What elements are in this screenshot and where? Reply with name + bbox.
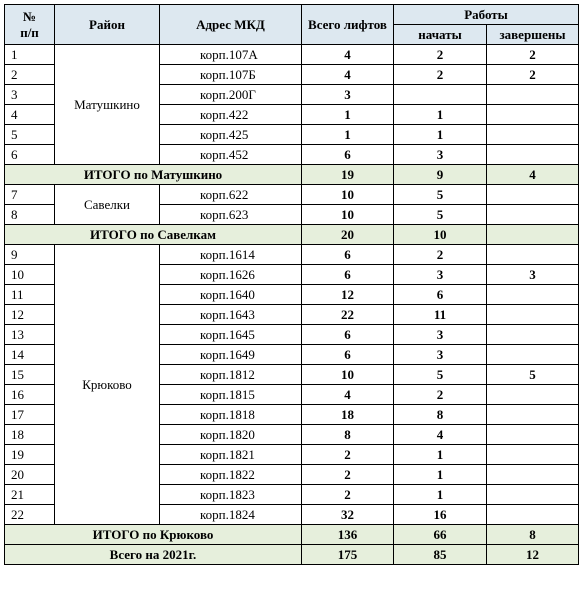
row-number: 9 [5,245,55,265]
completed-cell [487,465,579,485]
district-name: Крюково [55,245,160,525]
total-lifts-cell: 2 [302,465,394,485]
subtotal-completed: 8 [487,525,579,545]
grand-total-label: Всего на 2021г. [5,545,302,565]
subtotal-total: 136 [302,525,394,545]
total-lifts-cell: 6 [302,345,394,365]
subtotal-row [5,165,579,185]
address-cell: корп.1614 [160,245,302,265]
row-number: 2 [5,65,55,85]
started-cell: 5 [394,205,487,225]
subtotal-completed [487,225,579,245]
completed-cell: 3 [487,265,579,285]
subtotal-total: 19 [302,165,394,185]
started-cell: 11 [394,305,487,325]
completed-cell [487,305,579,325]
total-lifts-cell: 4 [302,45,394,65]
grand-total-row [5,545,579,565]
row-number: 3 [5,85,55,105]
total-lifts-cell: 6 [302,265,394,285]
address-cell: корп.1818 [160,405,302,425]
completed-cell [487,325,579,345]
completed-cell [487,385,579,405]
row-number: 10 [5,265,55,285]
row-number: 21 [5,485,55,505]
total-lifts-cell: 8 [302,425,394,445]
address-cell: корп.452 [160,145,302,165]
row-number: 19 [5,445,55,465]
completed-cell [487,445,579,465]
completed-cell [487,405,579,425]
started-cell: 3 [394,345,487,365]
started-cell: 1 [394,465,487,485]
address-cell: корп.1643 [160,305,302,325]
completed-cell [487,345,579,365]
completed-cell [487,425,579,445]
header-total-lifts: Всего лифтов [302,5,394,45]
completed-cell [487,125,579,145]
address-cell: корп.1820 [160,425,302,445]
address-cell: корп.107Б [160,65,302,85]
total-lifts-cell: 6 [302,325,394,345]
address-cell: корп.422 [160,105,302,125]
total-lifts-cell: 22 [302,305,394,325]
row-number: 16 [5,385,55,405]
started-cell: 1 [394,445,487,465]
started-cell: 5 [394,365,487,385]
address-cell: корп.1821 [160,445,302,465]
total-lifts-cell: 32 [302,505,394,525]
table-row [5,245,579,265]
table-header [5,5,579,45]
total-lifts-cell: 4 [302,385,394,405]
header-num: № п/п [5,5,55,45]
row-number: 14 [5,345,55,365]
completed-cell: 2 [487,45,579,65]
grand-total-started: 85 [394,545,487,565]
subtotal-label: ИТОГО по Крюково [5,525,302,545]
row-number: 18 [5,425,55,445]
total-lifts-cell: 10 [302,365,394,385]
address-cell: корп.1645 [160,325,302,345]
started-cell: 1 [394,105,487,125]
total-lifts-cell: 3 [302,85,394,105]
subtotal-row [5,525,579,545]
completed-cell [487,505,579,525]
total-lifts-cell: 18 [302,405,394,425]
address-cell: корп.1822 [160,465,302,485]
started-cell: 2 [394,245,487,265]
completed-cell: 5 [487,365,579,385]
header-started: начаты [394,25,487,45]
district-name: Матушкино [55,45,160,165]
address-cell: корп.622 [160,185,302,205]
started-cell [394,85,487,105]
completed-cell [487,285,579,305]
row-number: 11 [5,285,55,305]
started-cell: 2 [394,45,487,65]
address-cell: корп.1649 [160,345,302,365]
total-lifts-cell: 12 [302,285,394,305]
row-number: 5 [5,125,55,145]
total-lifts-cell: 10 [302,205,394,225]
subtotal-started: 9 [394,165,487,185]
total-lifts-cell: 1 [302,105,394,125]
completed-cell [487,85,579,105]
started-cell: 2 [394,385,487,405]
completed-cell [487,145,579,165]
started-cell: 3 [394,325,487,345]
row-number: 15 [5,365,55,385]
address-cell: корп.200Г [160,85,302,105]
total-lifts-cell: 10 [302,185,394,205]
completed-cell [487,485,579,505]
total-lifts-cell: 1 [302,125,394,145]
subtotal-total: 20 [302,225,394,245]
started-cell: 1 [394,485,487,505]
address-cell: корп.1626 [160,265,302,285]
row-number: 12 [5,305,55,325]
address-cell: корп.623 [160,205,302,225]
total-lifts-cell: 2 [302,485,394,505]
row-number: 17 [5,405,55,425]
completed-cell: 2 [487,65,579,85]
started-cell: 4 [394,425,487,445]
grand-total-completed: 12 [487,545,579,565]
total-lifts-cell: 6 [302,245,394,265]
completed-cell [487,245,579,265]
grand-total-total: 175 [302,545,394,565]
address-cell: корп.425 [160,125,302,145]
header-address: Адрес МКД [160,5,302,45]
started-cell: 16 [394,505,487,525]
table-row [5,45,579,65]
address-cell: корп.1640 [160,285,302,305]
started-cell: 2 [394,65,487,85]
started-cell: 3 [394,265,487,285]
started-cell: 3 [394,145,487,165]
subtotal-row [5,225,579,245]
row-number: 4 [5,105,55,125]
table-body [5,45,579,565]
subtotal-completed: 4 [487,165,579,185]
started-cell: 8 [394,405,487,425]
started-cell: 1 [394,125,487,145]
total-lifts-cell: 2 [302,445,394,465]
address-cell: корп.1812 [160,365,302,385]
row-number: 8 [5,205,55,225]
completed-cell [487,105,579,125]
completed-cell [487,205,579,225]
lifts-table-container [4,4,579,565]
subtotal-started: 66 [394,525,487,545]
table-row [5,185,579,205]
row-number: 7 [5,185,55,205]
address-cell: корп.1823 [160,485,302,505]
header-district: Район [55,5,160,45]
started-cell: 5 [394,185,487,205]
completed-cell [487,185,579,205]
address-cell: корп.1815 [160,385,302,405]
subtotal-label: ИТОГО по Матушкино [5,165,302,185]
total-lifts-cell: 6 [302,145,394,165]
header-works: Работы [394,5,579,25]
row-number: 6 [5,145,55,165]
address-cell: корп.1824 [160,505,302,525]
started-cell: 6 [394,285,487,305]
row-number: 13 [5,325,55,345]
total-lifts-cell: 4 [302,65,394,85]
row-number: 22 [5,505,55,525]
address-cell: корп.107А [160,45,302,65]
district-name: Савелки [55,185,160,225]
header-completed: завершены [487,25,579,45]
subtotal-started: 10 [394,225,487,245]
row-number: 1 [5,45,55,65]
row-number: 20 [5,465,55,485]
subtotal-label: ИТОГО по Савелкам [5,225,302,245]
lifts-table [4,4,579,565]
